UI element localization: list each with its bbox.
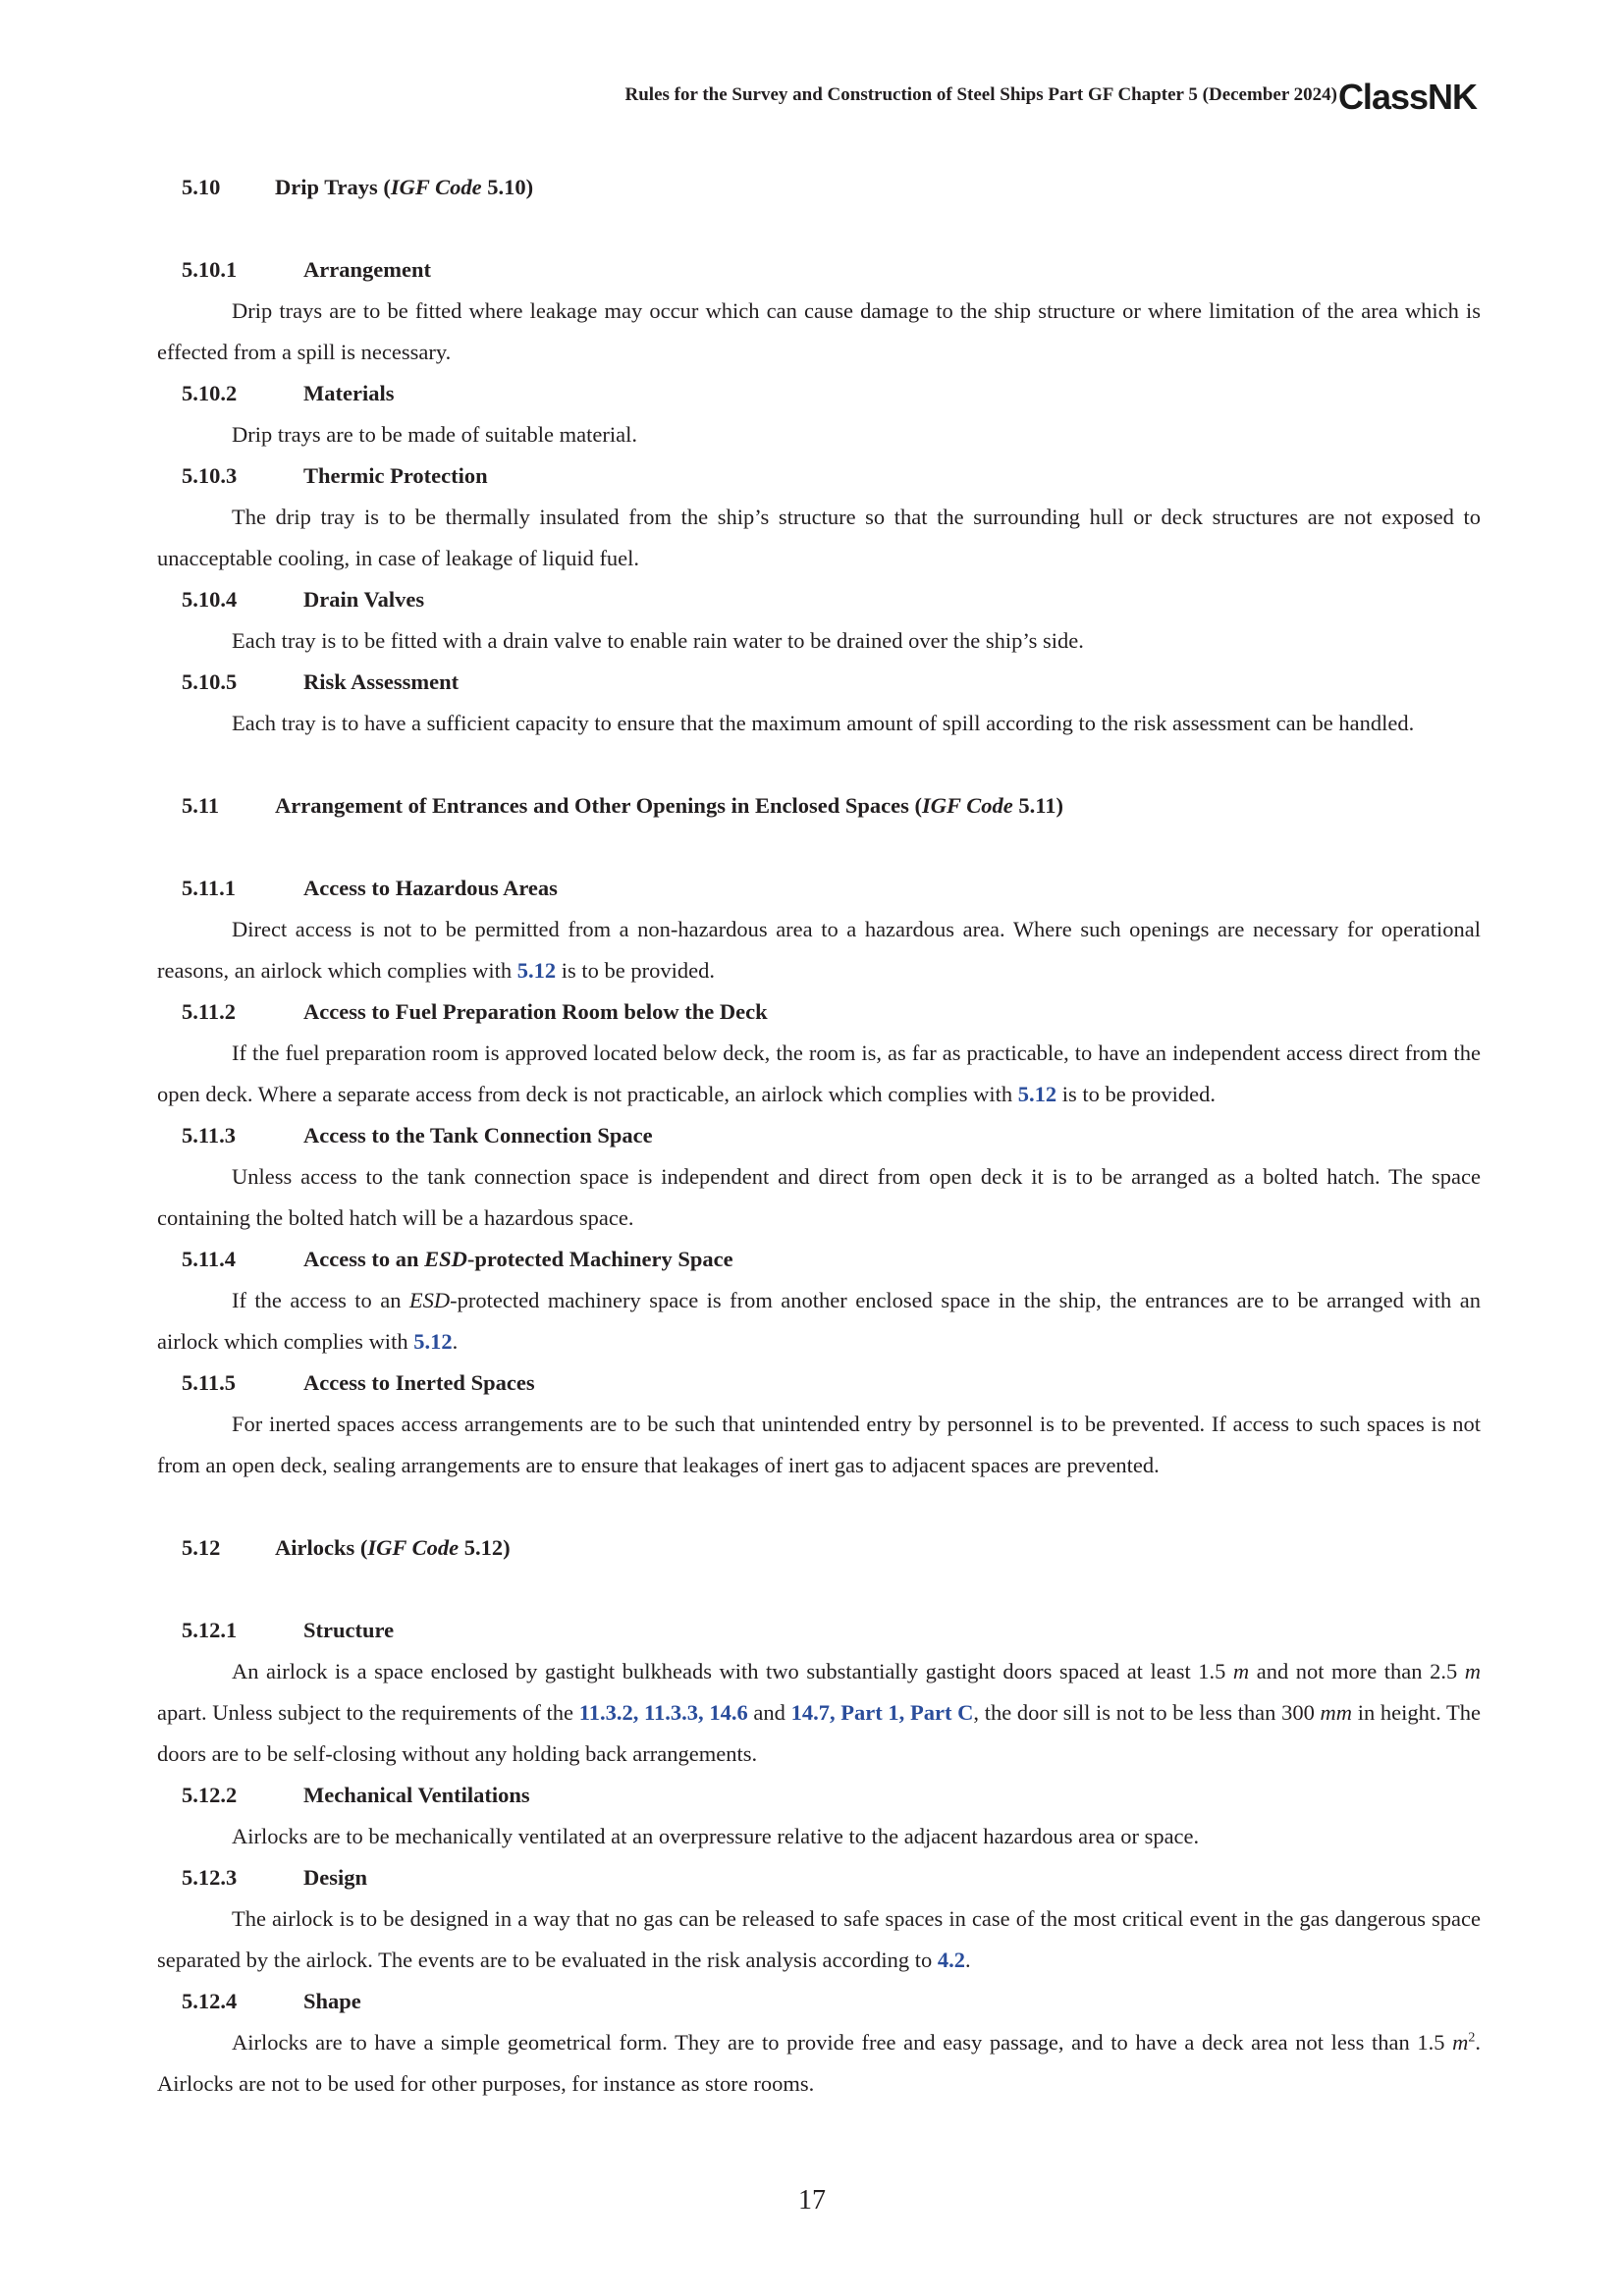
subsection-title: Design <box>303 1865 368 1890</box>
subsection-heading <box>182 455 1481 497</box>
section-title-tail: 5.12) <box>459 1535 511 1560</box>
paragraph: Drip trays are to be made of suitable material. <box>232 422 637 447</box>
subsection-heading <box>182 1775 1481 1816</box>
subsection-title: Thermic Protection <box>303 463 488 488</box>
classnk-logo: ClassNK <box>1337 77 1477 117</box>
paragraph: Each tray is to be fitted with a drain valve to enable rain water to be drained over the ship’s side. <box>232 628 1084 653</box>
paragraph: The drip tray is to be thermally insulated from the ship’s structure so that the surrounding hull or deck structures are not exposed to unacceptable cooling, in case of leakage of liquid fuel. <box>157 505 1481 570</box>
section-title: Airlocks ( <box>275 1535 368 1560</box>
subsection-number: 5.11.2 <box>182 999 237 1024</box>
subsection-number: 5.10.4 <box>182 587 238 612</box>
subsection-number: 5.11.4 <box>182 1247 237 1271</box>
unit: m <box>1232 1659 1250 1683</box>
subsection-heading <box>182 1115 1481 1156</box>
unit: m <box>1464 1659 1481 1683</box>
superscript: 2 <box>1468 2030 1476 2046</box>
subsection-title: Access to the Tank Connection Space <box>303 1123 653 1148</box>
separator: , <box>698 1700 710 1725</box>
separator: , <box>632 1700 645 1725</box>
text-run: and <box>747 1700 791 1725</box>
subsection-heading <box>182 1239 1481 1280</box>
subsection-number: 5.12.2 <box>182 1783 238 1807</box>
subsection-heading <box>182 1610 1481 1651</box>
esd-term: ESD <box>408 1288 451 1312</box>
text-run: apart. Unless subject to the requirements of the <box>157 1700 579 1725</box>
paragraph: Unless access to the tank connection space is independent and direct from open deck it is to be arranged as a bolted hatch. The space containing the bolted hatch will be a hazardous space. <box>157 1164 1481 1230</box>
paragraph: Airlocks are to be mechanically ventilated at an overpressure relative to the adjacent hazardous area or space. <box>232 1824 1200 1848</box>
section-5-12-heading <box>182 1527 1481 1569</box>
text-run: If the fuel preparation room is approved located below deck, the room is, as far as practicable, to have an independent access direct from the open deck. Where a separate access from deck is not practicable, an airlock which complies with <box>157 1041 1481 1106</box>
text-run: is to be provided. <box>556 958 716 983</box>
cross-reference-link[interactable]: 14.6 <box>709 1700 748 1725</box>
section-5-11-heading <box>182 785 1481 827</box>
subsection-title: Materials <box>303 381 395 405</box>
text-run: Airlocks are to have a simple geometrical form. They are to provide free and easy passage, and to have a deck area not less than 1.5 <box>232 2030 1453 2055</box>
section-title-tail: 5.10) <box>481 175 534 199</box>
code-reference: IGF Code <box>390 175 482 199</box>
text-run: , the door sill is not to be less than 300 <box>973 1700 1321 1725</box>
code-reference: IGF Code <box>921 793 1013 818</box>
text-run: in height. The doors are to be self-closing without any holding back arrangements. <box>157 1700 1482 1766</box>
subsection-title: Access to Fuel Preparation Room below the Deck <box>303 999 768 1024</box>
subsection-number: 5.12.1 <box>182 1618 238 1642</box>
subsection-heading <box>182 579 1481 620</box>
text-run: An airlock is a space enclosed by gastight bulkheads with two substantially gastight doors spaced at least 1.5 <box>232 1659 1233 1683</box>
text-run: . <box>965 1948 971 1972</box>
cross-reference-link[interactable]: 11.3.2 <box>578 1700 633 1725</box>
unit: mm <box>1320 1700 1353 1725</box>
subsection-title: Drain Valves <box>303 587 425 612</box>
text-run: . <box>452 1329 459 1354</box>
subsection-title: Access to Hazardous Areas <box>303 876 558 900</box>
subsection-number: 5.10.3 <box>182 463 238 488</box>
subsection-number: 5.10.5 <box>182 669 238 694</box>
section-number: 5.11 <box>182 793 220 818</box>
subsection-heading <box>182 991 1481 1033</box>
esd-term: ESD <box>424 1247 467 1271</box>
subsection-number: 5.11.3 <box>182 1123 237 1148</box>
subsection-title: Shape <box>303 1989 361 2013</box>
subsection-heading <box>182 373 1481 414</box>
cross-reference-link[interactable]: 4.2 <box>937 1948 966 1972</box>
cross-reference-link[interactable]: 11.3.3 <box>644 1700 699 1725</box>
subsection-title-tail: -protected Machinery Space <box>466 1247 733 1271</box>
subsection-number: 5.11.1 <box>182 876 237 900</box>
cross-reference-link[interactable]: 5.12 <box>516 958 557 983</box>
subsection-heading <box>182 1981 1481 2022</box>
paragraph <box>157 909 1481 991</box>
page-header <box>0 77 1624 116</box>
subsection-title: Access to Inerted Spaces <box>303 1370 535 1395</box>
code-reference: IGF Code <box>367 1535 460 1560</box>
paragraph: Each tray is to have a sufficient capacity to ensure that the maximum amount of spill according to the risk assessment can be handled. <box>232 711 1415 735</box>
section-number: 5.12 <box>182 1535 221 1560</box>
paragraph: For inerted spaces access arrangements are to be such that unintended entry by personnel is to be prevented. If access to such spaces is not from an open deck, sealing arrangements are to ensure that leakages of inert gas to adjacent spaces are prevented. <box>157 1412 1481 1477</box>
text-run: -protected machinery space is from another enclosed space in the ship, the entrances are to be arranged with an airlock which complies with <box>157 1288 1481 1354</box>
section-number: 5.10 <box>182 175 221 199</box>
text-run: is to be provided. <box>1056 1082 1216 1106</box>
subsection-number: 5.10.2 <box>182 381 238 405</box>
paragraph <box>157 1898 1481 1981</box>
text-run: and not more than 2.5 <box>1249 1659 1465 1683</box>
subsection-title: Access to an <box>303 1247 425 1271</box>
cross-reference-link[interactable]: 5.12 <box>1017 1082 1057 1106</box>
subsection-heading <box>182 249 1481 291</box>
unit: m <box>1452 2030 1469 2055</box>
text-run: . Airlocks are not to be used for other purposes, for instance as store rooms. <box>157 2030 1481 2096</box>
document-body <box>157 167 1481 2105</box>
page-number: 17 <box>798 2185 826 2216</box>
subsection-title: Mechanical Ventilations <box>303 1783 530 1807</box>
subsection-number: 5.12.3 <box>182 1865 238 1890</box>
section-title: Drip Trays ( <box>275 175 391 199</box>
subsection-number: 5.10.1 <box>182 257 238 282</box>
text-run: If the access to an <box>232 1288 409 1312</box>
subsection-title: Arrangement <box>303 257 431 282</box>
paragraph <box>157 1280 1481 1362</box>
section-title-tail: 5.11) <box>1012 793 1063 818</box>
header-title: Rules for the Survey and Construction of Steel Ships Part GF Chapter 5 (December 2024) <box>624 84 1337 105</box>
subsection-title: Structure <box>303 1618 395 1642</box>
text-run: Direct access is not to be permitted from a non-hazardous area to a hazardous area. Where such openings are necessary for operational reasons, an airlock which complies with <box>157 917 1481 983</box>
subsection-heading <box>182 1362 1481 1404</box>
subsection-title: Risk Assessment <box>303 669 460 694</box>
cross-reference-link[interactable]: 14.7, Part 1, Part C <box>790 1700 974 1725</box>
subsection-number: 5.12.4 <box>182 1989 238 2013</box>
paragraph <box>157 1033 1481 1115</box>
paragraph <box>157 2022 1481 2105</box>
section-5-10-heading <box>182 167 1481 208</box>
subsection-number: 5.11.5 <box>182 1370 237 1395</box>
subsection-heading <box>182 1857 1481 1898</box>
cross-reference-link[interactable]: 5.12 <box>413 1329 453 1354</box>
section-title: Arrangement of Entrances and Other Openings in Enclosed Spaces ( <box>275 793 922 818</box>
paragraph: Drip trays are to be fitted where leakage may occur which can cause damage to the ship structure or where limitation of the area which is effected from a spill is necessary. <box>157 298 1481 364</box>
paragraph <box>157 1651 1481 1775</box>
subsection-heading <box>182 662 1481 703</box>
subsection-heading <box>182 868 1481 909</box>
text-run: The airlock is to be designed in a way that no gas can be released to safe spaces in case of the most critical event in the gas dangerous space separated by the airlock. The events are to be evaluated in the risk analysis according to <box>157 1906 1481 1972</box>
